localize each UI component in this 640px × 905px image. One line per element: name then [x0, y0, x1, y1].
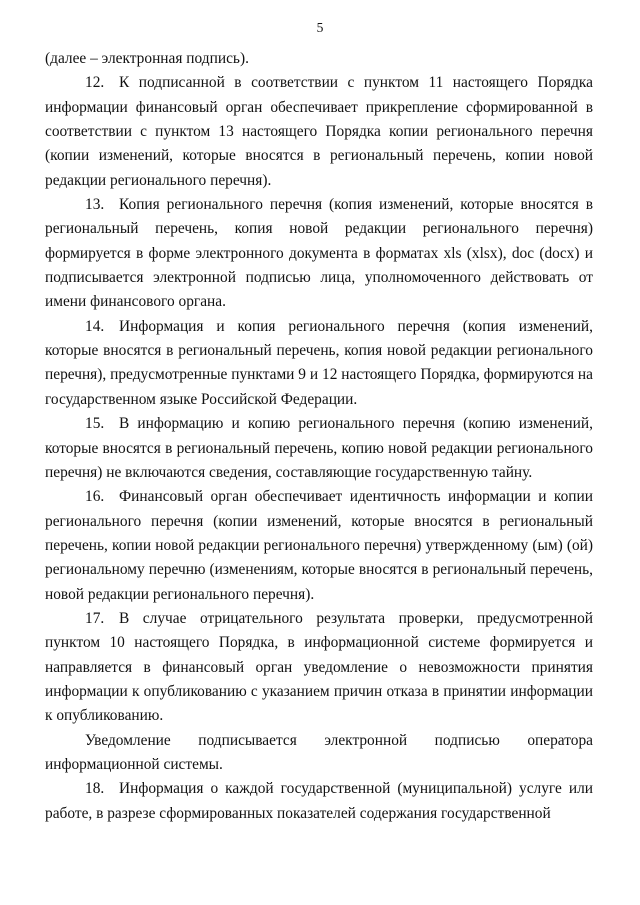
paragraph-number: 12. — [85, 74, 105, 92]
paragraph-text: (далее – электронная подпись). — [45, 50, 249, 67]
paragraph-continuation — [45, 47, 593, 71]
paragraph-number: 18. — [85, 780, 105, 798]
paragraph-number: 16. — [85, 488, 105, 506]
paragraph-12 — [45, 71, 593, 193]
paragraph-text: Уведомление подписывается электронной подписью оператора информационной системы. — [45, 731, 593, 773]
paragraph-text: В случае отрицательного результата проверки, предусмотренной пунктом 10 настоящего Порядка, в информационной системе формируется и направляется в финансовый орган уведомление о невозможности принятия информации к опубликованию с указанием причин отказа в принятии информации к опубликованию. — [45, 609, 593, 725]
paragraph-text: Информация и копия регионального перечня (копия изменений, которые вносятся в региональный перечень, копия новой редакции регионального перечня), предусмотренные пунктами 9 и 12 настоящего Порядка, формируются на государственном языке Российской Федерации. — [45, 317, 593, 408]
paragraph-text: Финансовый орган обеспечивает идентичность информации и копии регионального перечня (копии изменений, которые вносятся в региональный перечень, копии новой редакции регионального перечня) утвержденному (ым) (ой) региональному перечню (изменениям, которые вносятся в региональный перечень, новой редакции регионального перечня). — [45, 488, 593, 603]
paragraph-number: 14. — [85, 317, 105, 335]
paragraph-13 — [45, 193, 593, 315]
paragraph-15 — [45, 412, 593, 485]
paragraph-text: В информацию и копию регионального перечня (копию изменений, которые вносятся в региональный перечень, копию новой редакции регионального перечня) не включаются сведения, составляющие государственную тайну. — [45, 415, 593, 481]
paragraph-number: 13. — [85, 196, 105, 214]
paragraph-number: 15. — [85, 415, 105, 433]
document-body — [45, 47, 593, 826]
paragraph-14 — [45, 315, 593, 412]
paragraph-text: К подписанной в соответствии с пунктом 11 настоящего Порядка информации финансовый орган обеспечивает прикрепление сформированной в соответствии с пунктом 13 настоящего Порядка копии регионального перечня (копии изменений, которые вносятся в региональный перечень, копии новой редакции регионального перечня). — [45, 74, 593, 189]
paragraph-text: Информация о каждой государственной (муниципальной) услуге или работе, в разрезе сформированных показателей содержания государственной — [45, 780, 593, 822]
paragraph-number: 17. — [85, 609, 105, 627]
paragraph-text: Копия регионального перечня (копия изменений, которые вносятся в региональный перечень, копия новой редакции регионального перечня) формируется в форме электронного документа в форматах xls (xlsx), doc (docx) и подписывается электронной подписью лица, уполномоченного действовать от имени финансового органа. — [45, 196, 593, 311]
paragraph-17 — [45, 607, 593, 729]
paragraph-18 — [45, 777, 593, 826]
paragraph-16 — [45, 485, 593, 607]
paragraph-17-notice — [45, 729, 593, 778]
page-number: 5 — [316, 20, 324, 35]
